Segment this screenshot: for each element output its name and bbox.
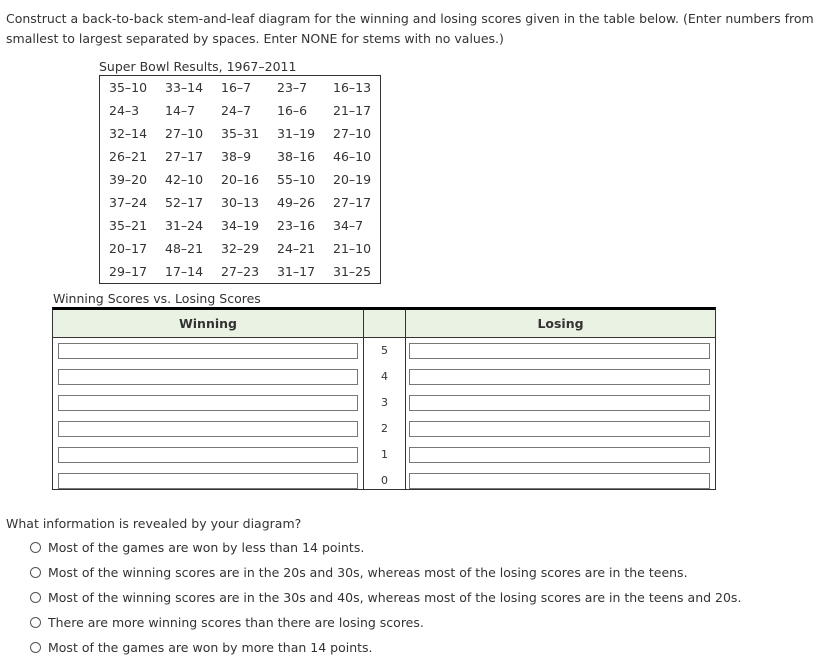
answer-option-text: Most of the winning scores are in the 30s and 40s, whereas most of the losing scores are in the teens and 20s. xyxy=(48,589,742,605)
score-cell: 14–7 xyxy=(165,103,196,118)
stem-label: 3 xyxy=(381,396,388,409)
score-cell: 24–21 xyxy=(277,241,316,256)
score-cell: 31–19 xyxy=(277,126,316,141)
interpretation-question: What information is revealed by your diagram? xyxy=(6,516,302,531)
answer-option[interactable] xyxy=(30,538,364,556)
score-cell: 16–7 xyxy=(221,80,252,95)
score-cell: 52–17 xyxy=(165,195,204,210)
score-cell: 20–19 xyxy=(333,172,372,187)
score-cell: 21–10 xyxy=(333,241,372,256)
stem-leaf-caption: Winning Scores vs. Losing Scores xyxy=(53,291,261,306)
score-cell: 16–13 xyxy=(333,80,372,95)
stem-label: 5 xyxy=(381,344,388,357)
score-cell: 21–17 xyxy=(333,103,372,118)
super-bowl-results-table xyxy=(99,75,381,284)
results-table-row xyxy=(100,122,381,145)
answer-option[interactable] xyxy=(30,638,373,656)
score-cell: 26–21 xyxy=(109,149,148,164)
winning-leaves-input-stem-2[interactable] xyxy=(58,421,358,437)
score-cell: 33–14 xyxy=(165,80,204,95)
losing-header: Losing xyxy=(537,316,584,331)
score-cell: 29–17 xyxy=(109,264,148,279)
stem-label: 0 xyxy=(381,474,388,487)
answer-option[interactable] xyxy=(30,588,741,606)
score-cell: 48–21 xyxy=(165,241,204,256)
question-prompt: Construct a back-to-back stem-and-leaf diagram for the winning and losing scores given in the table below. (Enter numbers from smallest to largest separated by spaces. Enter NONE for stems with no values.) xyxy=(6,11,814,46)
results-table-row xyxy=(100,260,381,284)
score-cell: 35–10 xyxy=(109,80,148,95)
score-cell: 27–23 xyxy=(221,264,260,279)
stem-label: 4 xyxy=(381,370,388,383)
score-cell: 31–25 xyxy=(333,264,372,279)
score-cell: 30–13 xyxy=(221,195,260,210)
results-table-row xyxy=(100,168,381,191)
answer-option-text: There are more winning scores than there are losing scores. xyxy=(48,614,424,630)
winning-leaves-input-stem-1[interactable] xyxy=(58,447,358,463)
losing-leaves-input-stem-3[interactable] xyxy=(409,395,710,411)
score-cell: 38–16 xyxy=(277,149,316,164)
results-table-row xyxy=(100,76,381,100)
score-cell: 24–7 xyxy=(221,103,252,118)
score-cell: 37–24 xyxy=(109,195,148,210)
score-cell: 38–9 xyxy=(221,149,252,164)
score-cell: 16–6 xyxy=(277,103,308,118)
score-cell: 24–3 xyxy=(109,103,140,118)
winning-leaves-input-stem-3[interactable] xyxy=(58,395,358,411)
score-cell: 27–10 xyxy=(333,126,372,141)
score-cell: 32–14 xyxy=(109,126,148,141)
results-table-caption: Super Bowl Results, 1967–2011 xyxy=(99,59,297,74)
stem-and-leaf-diagram xyxy=(52,307,716,490)
score-cell: 46–10 xyxy=(333,149,372,164)
answer-option[interactable] xyxy=(30,613,424,631)
answer-option-text: Most of the games are won by less than 14 points. xyxy=(48,539,365,555)
answer-option-text: Most of the winning scores are in the 20s and 30s, whereas most of the losing scores are in the teens. xyxy=(48,564,688,580)
radio-button-icon[interactable] xyxy=(30,592,41,603)
losing-leaves-input-stem-5[interactable] xyxy=(409,343,710,359)
winning-leaves-input-stem-5[interactable] xyxy=(58,343,358,359)
winning-leaves-input-stem-4[interactable] xyxy=(58,369,358,385)
score-cell: 27–10 xyxy=(165,126,204,141)
score-cell: 49–26 xyxy=(277,195,316,210)
winning-header: Winning xyxy=(178,316,237,331)
losing-leaves-input-stem-2[interactable] xyxy=(409,421,710,437)
score-cell: 35–21 xyxy=(109,218,148,233)
score-cell: 42–10 xyxy=(165,172,204,187)
radio-button-icon[interactable] xyxy=(30,542,41,553)
score-cell: 23–16 xyxy=(277,218,316,233)
score-cell: 39–20 xyxy=(109,172,148,187)
results-table-row xyxy=(100,191,381,214)
score-cell: 32–29 xyxy=(221,241,260,256)
radio-button-icon[interactable] xyxy=(30,617,41,628)
score-cell: 20–17 xyxy=(109,241,148,256)
score-cell: 34–7 xyxy=(333,218,364,233)
stem-label: 2 xyxy=(381,422,388,435)
score-cell: 31–24 xyxy=(165,218,204,233)
radio-button-icon[interactable] xyxy=(30,567,41,578)
answer-option[interactable] xyxy=(30,563,688,581)
radio-button-icon[interactable] xyxy=(30,642,41,653)
stem-label: 1 xyxy=(381,448,388,461)
losing-leaves-input-stem-1[interactable] xyxy=(409,447,710,463)
score-cell: 31–17 xyxy=(277,264,316,279)
results-table-row xyxy=(100,214,381,237)
results-table-row xyxy=(100,99,381,122)
score-cell: 34–19 xyxy=(221,218,260,233)
score-cell: 55–10 xyxy=(277,172,316,187)
score-cell: 27–17 xyxy=(333,195,372,210)
score-cell: 35–31 xyxy=(221,126,260,141)
score-cell: 20–16 xyxy=(221,172,260,187)
losing-leaves-input-stem-0[interactable] xyxy=(409,473,710,489)
results-table-row xyxy=(100,237,381,260)
answer-option-text: Most of the games are won by more than 14 points. xyxy=(48,639,373,655)
score-cell: 23–7 xyxy=(277,80,308,95)
score-cell: 27–17 xyxy=(165,149,204,164)
losing-leaves-input-stem-4[interactable] xyxy=(409,369,710,385)
winning-leaves-input-stem-0[interactable] xyxy=(58,473,358,489)
results-table-row xyxy=(100,145,381,168)
score-cell: 17–14 xyxy=(165,264,204,279)
